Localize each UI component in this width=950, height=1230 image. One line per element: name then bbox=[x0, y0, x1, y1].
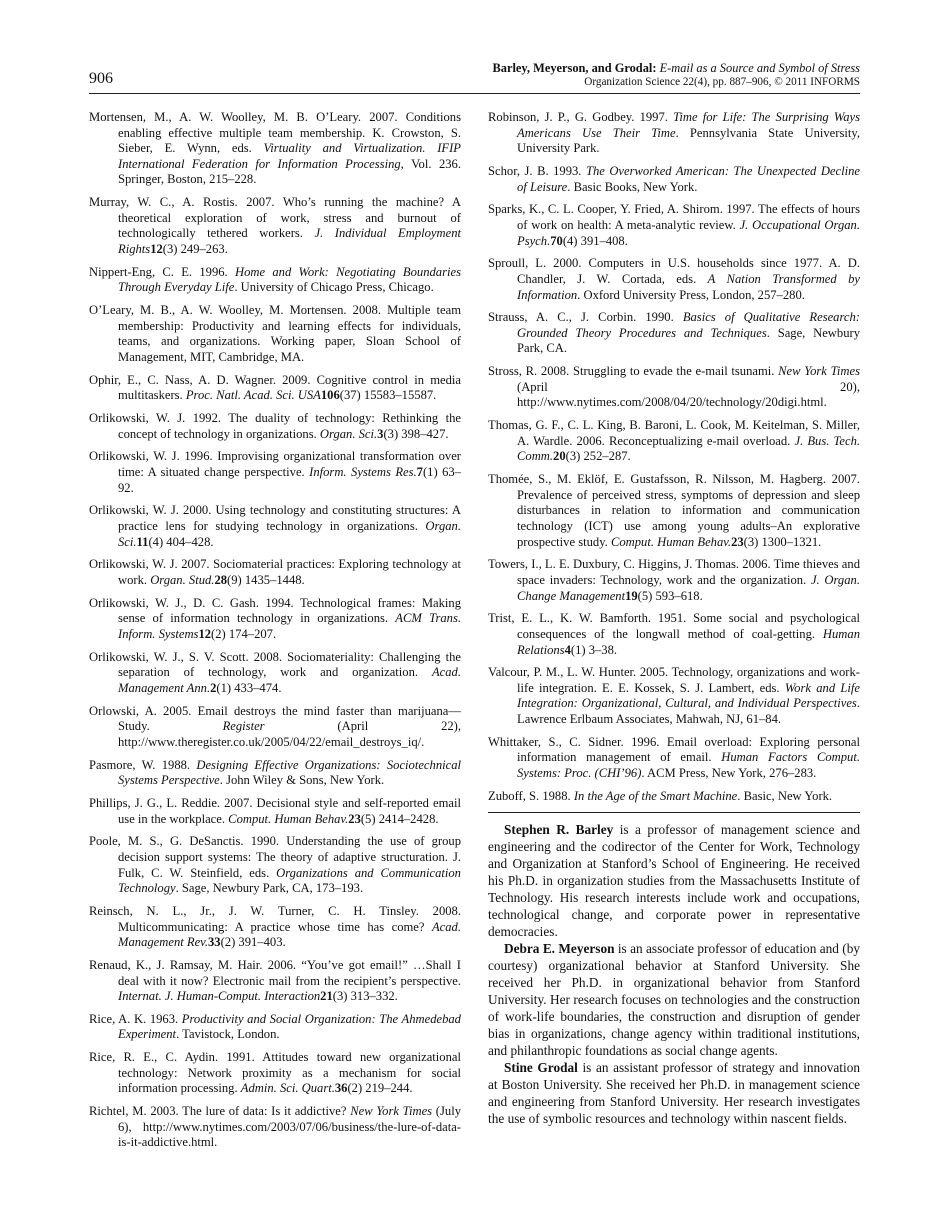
reference-details: (4) 391–408. bbox=[562, 233, 628, 248]
reference-entry bbox=[488, 789, 860, 805]
reference-volume: 23 bbox=[348, 811, 361, 826]
reference-entry bbox=[488, 557, 860, 604]
reference-source-title: Human Factors Comput. Systems: Proc. (CHI’96) bbox=[517, 750, 860, 781]
reference-text: Ophir, E., C. Nass, A. D. Wagner. 2009. Cognitive control in media multitaskers. bbox=[89, 372, 461, 403]
reference-text: Towers, I., L. E. Duxbury, C. Higgins, J. Thomas. 2006. Time thieves and space invaders: Technology, work and the organization. bbox=[488, 557, 860, 587]
reference-entry bbox=[89, 1104, 461, 1151]
reference-details: . Sage, Newbury Park, CA. bbox=[517, 325, 860, 356]
header-title-line bbox=[493, 61, 860, 75]
reference-source-title: New York Times bbox=[778, 364, 860, 379]
page-number: 906 bbox=[89, 70, 113, 87]
reference-source-title: Comput. Human Behav. bbox=[228, 811, 349, 826]
reference-text: Murray, W. C., A. Rostis. 2007. Who’s running the machine? A theoretical exploration of work, stress and burnout of technologically tethered workers. bbox=[89, 195, 461, 241]
reference-details: . Sage, Newbury Park, CA, 173–193. bbox=[175, 881, 364, 896]
reference-details: (1) 3–38. bbox=[570, 642, 618, 657]
reference-volume: 28 bbox=[214, 572, 228, 587]
reference-details: (5) 2414–2428. bbox=[360, 811, 439, 826]
reference-entry bbox=[89, 195, 461, 257]
author-bio bbox=[488, 940, 860, 1059]
header-short-title: E-mail as a Source and Symbol of Stress bbox=[659, 61, 860, 75]
reference-entry bbox=[89, 557, 461, 588]
reference-volume: 2 bbox=[210, 680, 217, 695]
reference-entry bbox=[488, 665, 860, 727]
right-references bbox=[488, 110, 860, 804]
reference-details: . Basic, New York. bbox=[737, 788, 833, 803]
reference-entry bbox=[89, 796, 461, 827]
reference-source-title: Comput. Human Behav. bbox=[610, 534, 732, 549]
reference-text: Orlikowski, W. J. 1992. The duality of technology: Rethinking the concept of technology in organizations. bbox=[89, 411, 461, 441]
reference-source-title: New York Times bbox=[350, 1104, 433, 1119]
reference-source-title: J. Bus. Tech. Comm. bbox=[517, 433, 861, 464]
author-bio-text: is a professor of management science and engineering and the codirector of the Center for Work, Technology and Organization at Stanford’s School of Engineering. He received his Ph.D. in organization studies from the Massachusetts Institute of Technology. His research interests include work and occupations, technological change, and corporate power in representative democracies. bbox=[488, 821, 860, 939]
reference-volume: 4 bbox=[564, 642, 571, 657]
reference-details: (37) 15583–15587. bbox=[339, 388, 437, 403]
reference-details: (3) 1300–1321. bbox=[743, 534, 822, 549]
reference-text: Sparks, K., C. L. Cooper, Y. Fried, A. Shirom. 1997. The effects of hours of work on health: A meta-analytic review. bbox=[488, 202, 860, 232]
author-name: Stine Grodal bbox=[504, 1059, 578, 1075]
author-name: Debra E. Meyerson bbox=[504, 940, 615, 956]
reference-entry bbox=[89, 110, 461, 188]
reference-text: Whittaker, S., C. Sidner. 1996. Email overload: Exploring personal information management of email. bbox=[488, 734, 860, 765]
author-bio bbox=[488, 1059, 860, 1127]
header-journal-info: Organization Science 22(4), pp. 887–906, © 2011 INFORMS bbox=[584, 76, 860, 88]
reference-source-title: Home and Work: Negotiating Boundaries Through Everyday Life bbox=[118, 264, 461, 295]
reference-volume: 3 bbox=[377, 426, 384, 441]
reference-text: Rice, R. E., C. Aydin. 1991. Attitudes toward new organizational technology: Network proximity as a mechanism for social information processing. bbox=[89, 1050, 461, 1096]
reference-text: Thomas, G. F., C. L. King, B. Baroni, L. Cook, M. Keitelman, S. Miller, A. Wardle. 2006. Reconceptualizing e-mail overload. bbox=[488, 418, 860, 448]
reference-text: Reinsch, N. L., Jr., J. W. Turner, C. H. Tinsley. 2008. Multicommunicating: A practice whose time has come? bbox=[89, 903, 461, 934]
reference-text: Phillips, J. G., L. Reddie. 2007. Decisional style and self-reported email use in the workplace. bbox=[89, 796, 461, 826]
reference-text: Zuboff, S. 1988. bbox=[488, 788, 574, 803]
reference-details: . John Wiley & Sons, New York. bbox=[219, 773, 385, 788]
reference-text: Sproull, L. 2000. Computers in U.S. households since 1977. A. D. Chandler, J. W. Cortada, eds. bbox=[488, 256, 860, 286]
reference-entry bbox=[488, 110, 860, 157]
reference-entry bbox=[89, 596, 461, 643]
reference-text: Strauss, A. C., J. Corbin. 1990. bbox=[488, 310, 683, 325]
reference-entry bbox=[89, 904, 461, 951]
reference-details: (July 6), http://www.nytimes.com/2003/07/06/business/the-lure-of-data-is-it-addictive.html. bbox=[118, 1104, 461, 1150]
reference-text: Renaud, K., J. Ramsay, M. Hair. 2006. “You’ve got email!” …Shall I deal with it now? Electronic mail from the recipient’s perspective. bbox=[89, 957, 461, 988]
reference-text: Thomée, S., M. Eklöf, E. Gustafsson, R. Nilsson, M. Hagberg. 2007. Prevalence of perceived stress, symptoms of depression and sleep disturbances in relation to information and communication technology (ICT) use among young adults–An explorative prospective study. bbox=[488, 472, 860, 549]
reference-text: Mortensen, M., A. W. Woolley, M. B. O’Leary. 2007. Conditions enabling effective multiple team membership. K. Crowston, S. Sieber, E. Wynn, eds. bbox=[89, 110, 461, 156]
reference-source-title: Inform. Systems Res. bbox=[309, 465, 417, 479]
reference-source-title: Organ. Sci. bbox=[118, 518, 461, 549]
reference-source-title: Work and Life Integration: Organizational, Cultural, and Individual Perspectives bbox=[517, 680, 860, 711]
reference-source-title: The Overworked American: The Unexpected Decline of Leisure bbox=[517, 163, 860, 194]
reference-details: . Basic Books, New York. bbox=[567, 179, 698, 194]
reference-details: (3) 249–263. bbox=[162, 241, 228, 256]
reference-text: Nippert-Eng, C. E. 1996. bbox=[89, 264, 235, 279]
reference-entry bbox=[89, 449, 461, 496]
header-rule bbox=[89, 93, 860, 94]
reference-source-title: J. Occupational Organ. Psych. bbox=[517, 217, 860, 248]
reference-text: Robinson, J. P., G. Godbey. 1997. bbox=[488, 110, 674, 124]
reference-entry bbox=[488, 418, 860, 465]
author-bios bbox=[488, 821, 860, 1127]
reference-source-title: Organ. Stud. bbox=[150, 572, 215, 587]
reference-entry bbox=[488, 611, 860, 658]
reference-volume: 7 bbox=[416, 465, 423, 479]
reference-details: (5) 593–618. bbox=[637, 588, 703, 603]
reference-details: (April 22), http://www.theregister.co.uk/2005/04/22/email_destroys_iq/. bbox=[118, 719, 462, 749]
reference-volume: 33 bbox=[207, 935, 221, 950]
reference-entry bbox=[89, 411, 461, 442]
reference-entry bbox=[89, 1012, 461, 1043]
reference-details: (2) 391–403. bbox=[220, 935, 286, 950]
reference-details: (9) 1435–1448. bbox=[227, 572, 305, 587]
bio-separator-rule bbox=[488, 812, 860, 813]
reference-source-title: Productivity and Social Organization: The Ahmedebad Experiment bbox=[118, 1011, 461, 1042]
reference-source-title: Acad. Management Rev. bbox=[118, 919, 461, 950]
reference-volume: 20 bbox=[553, 449, 566, 464]
reference-volume: 23 bbox=[731, 534, 744, 549]
author-name: Stephen R. Barley bbox=[504, 821, 614, 837]
reference-source-title: J. Organ. Change Management bbox=[517, 572, 860, 603]
reference-source-title: In the Age of the Smart Machine bbox=[573, 788, 738, 803]
reference-details: (4) 404–428. bbox=[148, 534, 214, 549]
reference-source-title: Designing Effective Organizations: Sociotechnical Systems Perspective bbox=[118, 757, 461, 788]
reference-text: Poole, M. S., G. DeSanctis. 1990. Understanding the use of group decision support systems: The theory of adaptive structuration. J. Fulk, C. W. Steinfield, eds. bbox=[89, 834, 461, 880]
reference-details: . Lawrence Erlbaum Associates, Mahwah, NJ, 61–84. bbox=[517, 696, 860, 727]
reference-entry bbox=[488, 364, 860, 411]
reference-entry bbox=[89, 1050, 461, 1097]
reference-details: . Oxford University Press, London, 257–280. bbox=[577, 287, 805, 302]
reference-details: . ACM Press, New York, 276–283. bbox=[641, 766, 817, 781]
reference-text: Pasmore, W. 1988. bbox=[89, 757, 197, 772]
reference-entry bbox=[488, 310, 860, 357]
running-header bbox=[89, 61, 860, 95]
reference-details: . University of Chicago Press, Chicago. bbox=[234, 280, 434, 295]
reference-entry bbox=[89, 650, 461, 697]
reference-details: . Tavistock, London. bbox=[176, 1027, 280, 1042]
reference-text: Orlikowski, W. J. 2000. Using technology and constituting structures: A practice lens for studying technology in organizations. bbox=[89, 503, 461, 533]
author-bio-text: is an assistant professor of strategy and innovation at Boston University. She received her Ph.D. in management science and engineering from Stanford University. Her research investigates the use of symbolic resources and technology within nascent fields. bbox=[488, 1059, 860, 1126]
reference-entry bbox=[488, 472, 860, 550]
reference-volume: 19 bbox=[625, 588, 638, 603]
reference-entry bbox=[89, 503, 461, 550]
reference-details: . Pennsylvania State University, University Park. bbox=[517, 125, 860, 156]
reference-entry bbox=[488, 202, 860, 249]
author-bio-text: is an associate professor of education and (by courtesy) organizational behavior at Stanford University. She received her Ph.D. in organizational behavior from Stanford University. Her research focuses on technologies and the construction of work-life boundaries, the construction and disruption of gender bias in organizations, change agency within traditional institutions, and philanthropic foundations as social change agents. bbox=[488, 940, 860, 1058]
reference-source-title: A Nation Transformed by Information bbox=[517, 271, 860, 302]
header-authors: Barley, Meyerson, and Grodal: bbox=[492, 61, 657, 75]
reference-source-title: J. Individual Employment Rights bbox=[118, 226, 461, 256]
reference-source-title: Register bbox=[222, 719, 265, 734]
reference-details: (1) 433–474. bbox=[216, 680, 282, 695]
reference-text: Rice, A. K. 1963. bbox=[89, 1011, 182, 1026]
reference-text: Orlikowski, W. J. 2007. Sociomaterial practices: Exploring technology at work. bbox=[89, 557, 461, 587]
reference-entry bbox=[89, 758, 461, 789]
reference-details: (3) 252–287. bbox=[565, 449, 631, 464]
reference-entry bbox=[89, 704, 461, 751]
reference-source-title: Internat. J. Human-Comput. Interaction bbox=[118, 989, 321, 1004]
reference-text: Orlikowski, W. J., S. V. Scott. 2008. Sociomateriality: Challenging the separation of technology, work and organization. bbox=[89, 649, 461, 680]
reference-volume: 21 bbox=[320, 989, 333, 1004]
reference-volume: 12 bbox=[150, 241, 163, 256]
reference-entry bbox=[488, 164, 860, 195]
reference-volume: 11 bbox=[136, 534, 149, 549]
reference-details: (2) 219–244. bbox=[347, 1081, 413, 1096]
reference-entry bbox=[89, 265, 461, 296]
reference-text: Stross, R. 2008. Struggling to evade the e-mail tsunami. bbox=[488, 364, 779, 379]
reference-text: Orlikowski, W. J. 1996. Improvising organizational transformation over time: A situated change perspective. bbox=[89, 449, 461, 479]
reference-text: O’Leary, M. B., A. W. Woolley, M. Mortensen. 2008. Multiple team membership: Productivity and learning effects for individuals, teams, and organizations. Working paper, Sloan School of Management, MIT, Cambridge, MA. bbox=[89, 303, 461, 364]
reference-entry bbox=[89, 303, 461, 365]
reference-text: Trist, E. L., K. W. Bamforth. 1951. Some social and psychological consequences of the longwall method of coal-getting. bbox=[488, 611, 860, 641]
reference-text: Richtel, M. 2003. The lure of data: Is it addictive? bbox=[89, 1104, 351, 1119]
reference-details: , Vol. 236. Springer, Boston, 215–228. bbox=[118, 156, 461, 187]
reference-source-title: Acad. Management Ann. bbox=[118, 665, 461, 695]
reference-volume: 36 bbox=[334, 1081, 348, 1096]
reference-source-title: Basics of Qualitative Research: Grounded Theory Procedures and Techniques bbox=[517, 310, 860, 340]
reference-entry bbox=[488, 256, 860, 303]
author-bio bbox=[488, 821, 860, 940]
reference-source-title: Proc. Natl. Acad. Sci. USA bbox=[185, 388, 321, 403]
reference-details: (April 20), http://www.nytimes.com/2008/04/20/technology/20digi.html. bbox=[517, 379, 860, 410]
reference-entry bbox=[89, 373, 461, 404]
reference-text: Schor, J. B. 1993. bbox=[488, 163, 586, 178]
reference-source-title: Organizations and Communication Technology bbox=[118, 865, 461, 896]
reference-volume: 70 bbox=[550, 233, 563, 248]
reference-source-title: Human Relations bbox=[517, 626, 860, 657]
reference-source-title: Admin. Sci. Quart. bbox=[240, 1081, 335, 1096]
right-column bbox=[488, 110, 860, 1127]
reference-entry bbox=[89, 958, 461, 1005]
reference-entry bbox=[89, 834, 461, 896]
reference-text: Valcour, P. M., L. W. Hunter. 2005. Technology, organizations and work-life integration. E. E. Kossek, S. J. Lambert, eds. bbox=[488, 665, 860, 695]
reference-source-title: Time for Life: The Surprising Ways Americans Use Their Time bbox=[517, 110, 860, 140]
reference-source-title: Virtuality and Virtualization. IFIP International Federation for Information Processing bbox=[118, 141, 461, 171]
reference-text: Orlikowski, W. J., D. C. Gash. 1994. Technological frames: Making sense of information technology in organizations. bbox=[89, 595, 461, 626]
reference-details: (2) 174–207. bbox=[211, 626, 277, 641]
left-column bbox=[89, 110, 461, 1158]
reference-source-title: Organ. Sci. bbox=[319, 426, 378, 441]
reference-volume: 12 bbox=[198, 626, 212, 641]
reference-volume: 106 bbox=[320, 388, 340, 403]
header-citation bbox=[493, 61, 860, 89]
reference-details: (3) 398–427. bbox=[383, 426, 449, 441]
reference-details: (3) 313–332. bbox=[332, 989, 398, 1004]
reference-entry bbox=[488, 735, 860, 782]
reference-details: (1) 63–92. bbox=[118, 465, 461, 495]
reference-text: Orlowski, A. 2005. Email destroys the mind faster than marijuana—Study. bbox=[89, 703, 461, 734]
reference-source-title: ACM Trans. Inform. Systems bbox=[118, 611, 461, 641]
